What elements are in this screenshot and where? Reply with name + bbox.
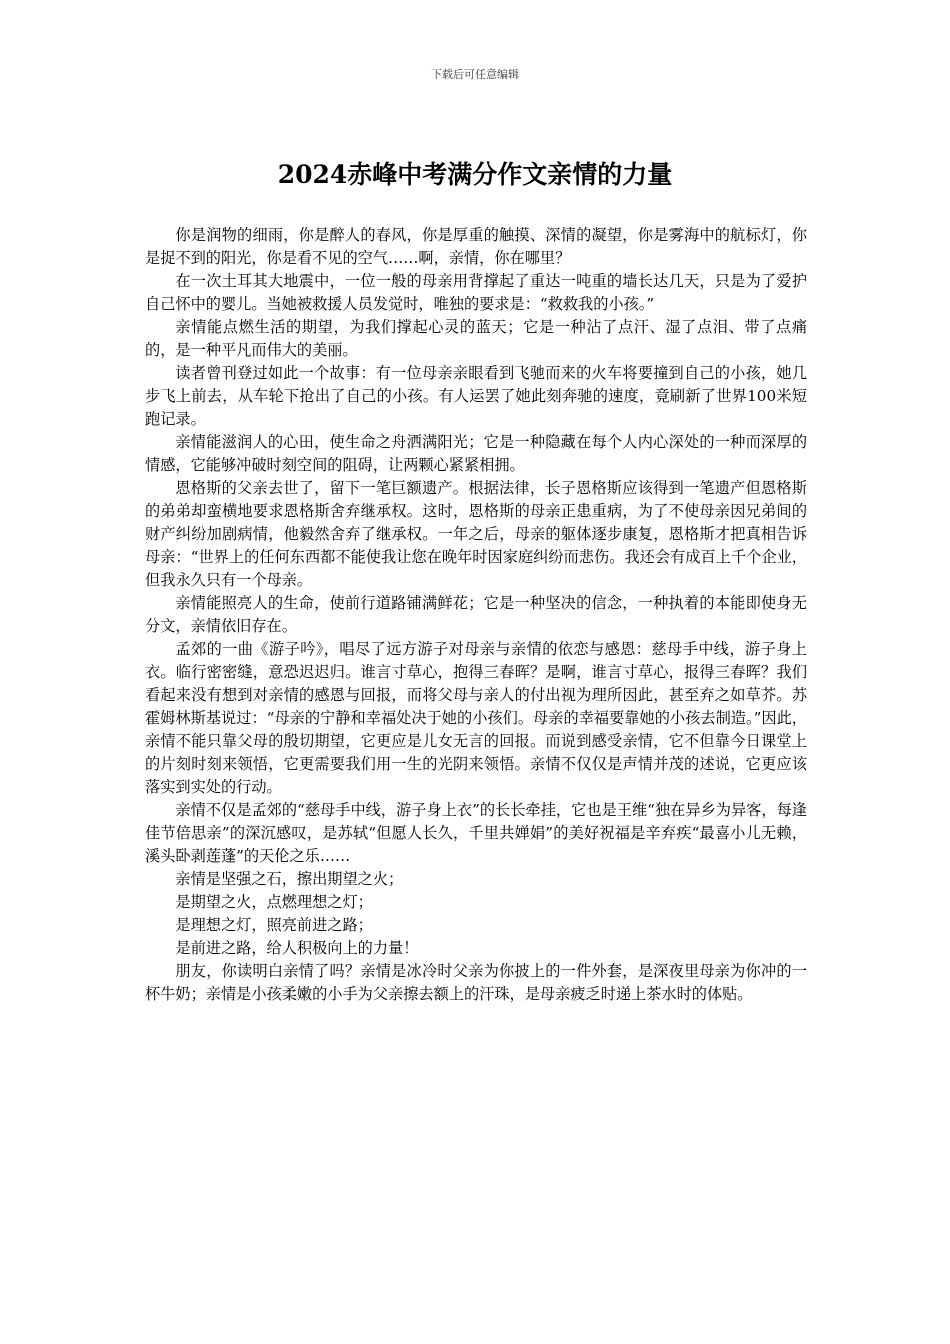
paragraph: 是期望之火，点燃理想之灯； — [175, 893, 373, 911]
paragraph: 是理想之灯，照亮前进之路； — [175, 916, 373, 934]
paragraph: 孟郊的一曲《游子吟》，唱尽了远方游子对母亲与亲情的依恋与感恩：慈母手中线，游子身上衣。临行密密缝，意恐迟迟归。谁言寸草心，抱得三春晖？是啊，谁言寸草心，报得三春晖？我们看起来没有想到对亲情的感恩与回报，而将父母与亲人的付出视为理所因此，甚至弃之如草芥。苏霍姆林斯基说过：“母亲的宁静和幸福处决于她的小孩们。母亲的幸福要靠她的小孩去制造。”因此，亲情不能只靠父母的殷切期望，它更应是儿女无言的回报。而说到感受亲情，它不但靠今日课堂上的片刻时刻来领悟，它更需要我们用一生的光阴来领悟。亲情不仅仅是声情并茂的述说，它更应该落实到实处的行动。 — [145, 640, 807, 796]
paragraph: 读者曾刊登过如此一个故事：有一位母亲亲眼看到飞驰而来的火车将要撞到自己的小孩，她几步飞上前去，从车轮下抢出了自己的小孩。有人运罢了她此刻奔驰的速度，竟刷新了世界100米短跑记录。 — [145, 364, 807, 428]
paragraph: 恩格斯的父亲去世了，留下一笔巨额遗产。根据法律，长子恩格斯应该得到一笔遗产但恩格斯的弟弟却蛮横地要求恩格斯舍弃继承权。这时，恩格斯的母亲正患重病，为了不使母亲因兄弟间的财产纠纷加剧病情，他毅然舍弃了继承权。一年之后，母亲的躯体逐步康复，恩格斯才把真相告诉母亲：“世界上的任何东西都不能使我让您在晚年时因家庭纠纷而悲伤。我还会有成百上千个企业，但我永久只有一个母亲。 — [145, 479, 807, 589]
page-title: 2024赤峰中考满分作文亲情的力量 — [277, 160, 673, 189]
article-body — [145, 224, 807, 1006]
paragraph: 朋友，你读明白亲情了吗？亲情是冰冷时父亲为你披上的一件外套，是深夜里母亲为你冲的一杯牛奶；亲情是小孩柔嫩的小手为父亲擦去额上的汗珠，是母亲疲乏时递上茶水时的体贴。 — [145, 962, 807, 1003]
paragraph: 亲情能点燃生活的期望，为我们撑起心灵的蓝天；它是一种沾了点汗、湿了点泪、带了点痛的，是一种平凡而伟大的美丽。 — [145, 318, 807, 359]
paragraph: 是前进之路，给人积极向上的力量！ — [175, 939, 419, 957]
paragraph: 亲情不仅是孟郊的“慈母手中线，游子身上衣”的长长牵挂，它也是王维“独在异乡为异客，每逢佳节倍思亲”的深沉感叹，是苏轼“但愿人长久，千里共婵娟”的美好祝福是辛弃疾“最喜小儿无赖，溪头卧剥莲蓬”的天伦之乐…… — [145, 801, 807, 865]
paragraph: 在一次土耳其大地震中，一位一般的母亲用背撑起了重达一吨重的墙长达几天，只是为了爱护自己怀中的婴儿。当她被救援人员发觉时，唯独的要求是：“救救我的小孩。” — [145, 272, 807, 313]
paragraph: 亲情是坚强之石，擦出期望之火； — [175, 870, 404, 888]
paragraph: 你是润物的细雨，你是醉人的春风，你是厚重的触摸、深情的凝望，你是雾海中的航标灯，你是捉不到的阳光，你是看不见的空气……啊，亲情，你在哪里？ — [145, 226, 807, 267]
paragraph: 亲情能照亮人的生命，使前行道路铺满鲜花；它是一种坚决的信念，一种执着的本能即使身无分文，亲情依旧存在。 — [145, 594, 807, 635]
header-note: 下载后可任意编辑 — [431, 68, 519, 81]
paragraph: 亲情能滋润人的心田，使生命之舟洒满阳光；它是一种隐藏在每个人内心深处的一种而深厚的情感，它能够冲破时刻空间的阻碍，让两颗心紧紧相拥。 — [145, 433, 807, 474]
